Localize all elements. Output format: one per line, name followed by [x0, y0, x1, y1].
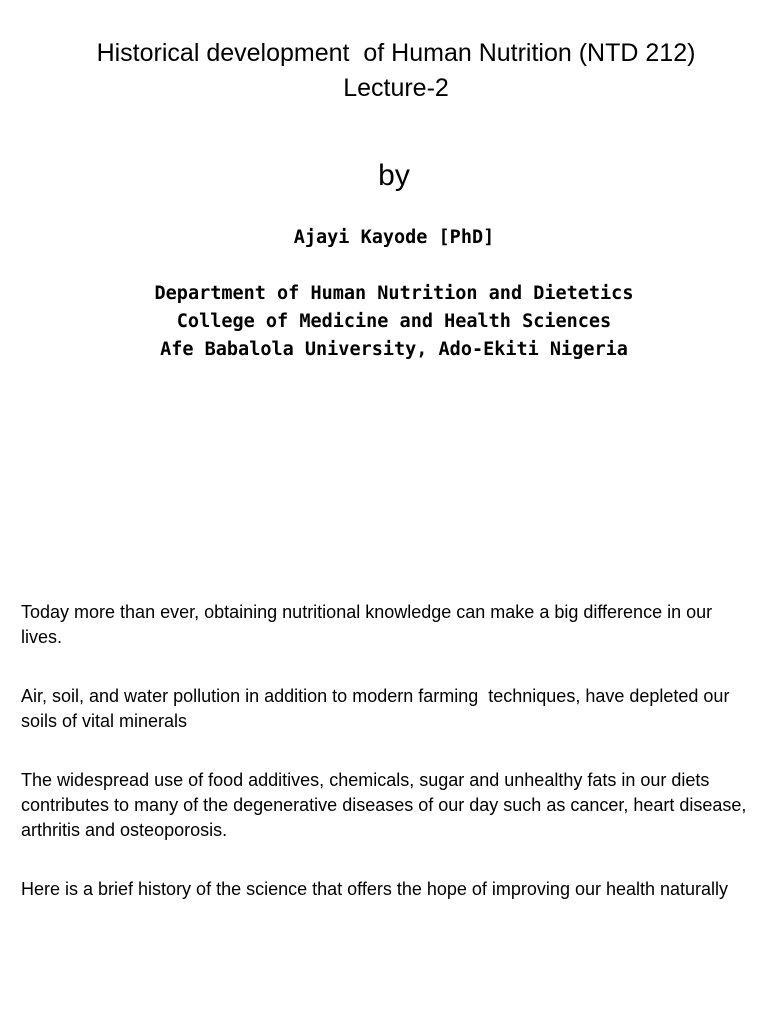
by-label: by [378, 159, 410, 192]
author-block [0, 224, 768, 364]
lecture-title [0, 36, 768, 106]
affiliation-college: College of Medicine and Health Sciences [176, 311, 612, 332]
title-line-2: Lecture-2 [343, 74, 449, 102]
paragraph-pollution: Air, soil, and water pollution in addition to modern farming techniques, have depleted our soils of vital minerals [21, 686, 735, 731]
paragraph-brief-history: Here is a brief history of the science that offers the hope of improving our health naturally [21, 879, 729, 899]
affiliation-department: Department of Human Nutrition and Dietetics [154, 283, 634, 304]
paragraph-food-additives: The widespread use of food additives, chemicals, sugar and unhealthy fats in our diets contributes to many of the degenerative diseases of our day such as cancer, heart disease, arthritis and osteoporosis. [21, 770, 747, 840]
paragraph-nutritional-knowledge: Today more than ever, obtaining nutritional knowledge can make a big difference in our lives. [21, 602, 713, 647]
author-name: Ajayi Kayode [PhD] [293, 227, 495, 248]
title-line-1: Historical development of Human Nutrition (NTD 212) [96, 39, 696, 67]
affiliation-university: Afe Babalola University, Ado-Ekiti Nigeria [160, 339, 628, 360]
body-text [21, 600, 751, 936]
